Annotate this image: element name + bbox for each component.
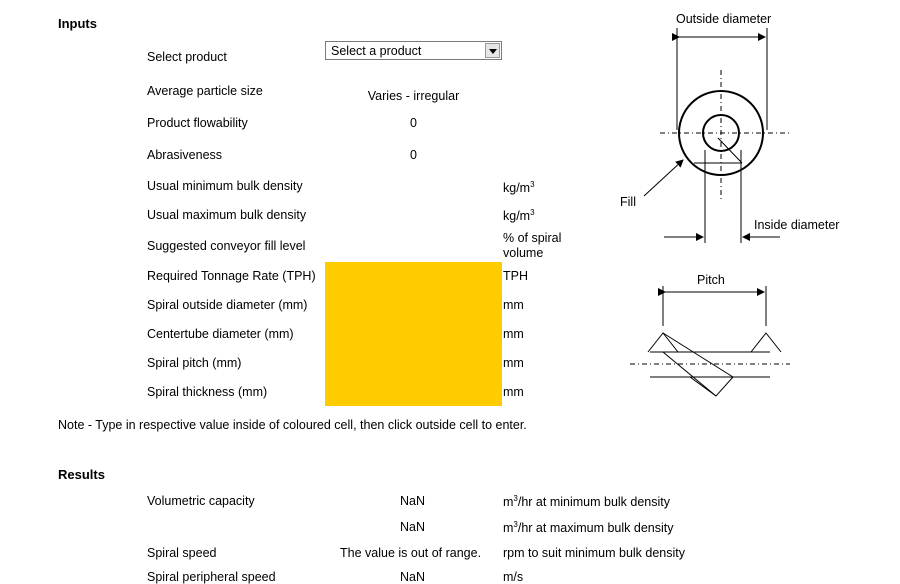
spiral-speed-label: Spiral speed <box>147 546 217 560</box>
outside-diameter-input[interactable] <box>325 290 502 319</box>
outside-diameter-unit: mm <box>503 298 524 312</box>
abrasiveness-value: 0 <box>410 148 417 162</box>
flowability-value: 0 <box>410 116 417 130</box>
fill-level-unit: % of spiral volume <box>503 231 562 260</box>
pitch-unit: mm <box>503 356 524 370</box>
avg-particle-value: Varies - irregular <box>367 89 460 103</box>
note-text: Note - Type in respective value inside of coloured cell, then click outside cell to enter. <box>58 418 527 432</box>
max-density-unit: $kg/m^3$ <box>503 208 535 224</box>
max-density-label: Usual maximum bulk density <box>147 208 307 222</box>
inputs-heading: Inputs <box>58 16 97 31</box>
peripheral-speed-unit: m/s <box>503 570 524 584</box>
vol-capacity-value: NaN <box>399 494 425 508</box>
centertube-unit: mm <box>503 327 524 341</box>
fill-level-label: Suggested conveyor fill level <box>147 239 306 253</box>
fill-caption: Fill <box>620 195 636 209</box>
vol-capacity-max-unit: $m^3/hr$ at maximum bulk density <box>503 520 674 536</box>
thickness-label: Spiral thickness (mm) <box>147 385 268 399</box>
vol-capacity-max-value: NaN <box>399 520 425 534</box>
pitch-caption: Pitch <box>697 273 725 287</box>
abrasiveness-label: Abrasiveness <box>147 148 223 162</box>
product-select[interactable] <box>325 41 502 60</box>
pitch-input[interactable] <box>325 348 502 377</box>
tonnage-unit: TPH <box>503 269 528 283</box>
spiral-speed-unit: rpm to suit minimum bulk density <box>503 546 686 560</box>
fill-arrow <box>644 160 683 196</box>
spiral-speed-value: The value is out of range. <box>340 546 482 560</box>
inside-diameter-caption: Inside diameter <box>754 218 840 232</box>
min-density-label: Usual minimum bulk density <box>147 179 303 193</box>
centertube-input[interactable] <box>325 319 502 348</box>
flowability-label: Product flowability <box>147 116 248 130</box>
pitch-label: Spiral pitch (mm) <box>147 356 242 370</box>
outside-diameter-caption: Outside diameter <box>676 12 772 26</box>
avg-particle-label: Average particle size <box>147 84 263 98</box>
select-product-label: Select product <box>147 50 227 64</box>
tonnage-input[interactable] <box>325 262 502 291</box>
tonnage-label: Required Tonnage Rate (TPH) <box>147 269 316 283</box>
vol-capacity-unit: $m^3/hr$ at minimum bulk density <box>503 494 671 510</box>
outside-diameter-label: Spiral outside diameter (mm) <box>147 298 308 312</box>
centertube-label: Centertube diameter (mm) <box>147 327 294 341</box>
peripheral-speed-label: Spiral peripheral speed <box>147 570 276 584</box>
thickness-unit: mm <box>503 385 524 399</box>
product-select-value: Select a product <box>331 44 422 58</box>
peripheral-speed-value: NaN <box>399 570 425 584</box>
chevron-down-icon[interactable] <box>485 43 500 58</box>
min-density-unit: $kg/m^3$ <box>503 180 535 196</box>
spiral-diagram <box>600 0 890 410</box>
results-heading: Results <box>58 467 105 482</box>
thickness-input[interactable] <box>325 377 502 406</box>
vol-capacity-label: Volumetric capacity <box>147 494 255 508</box>
